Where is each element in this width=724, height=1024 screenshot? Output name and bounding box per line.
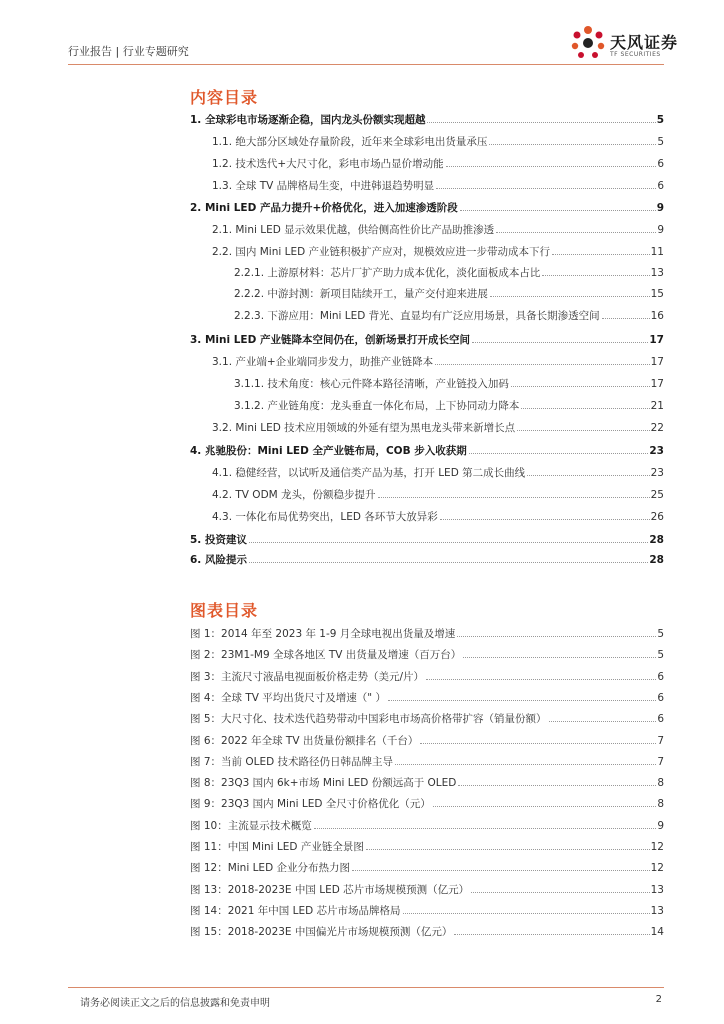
toc-entry-label: 4.1. 稳健经营，以试听及通信类产品为基，打开 LED 第二成长曲线 xyxy=(212,467,526,479)
figure-entry-page: 12 xyxy=(650,841,664,853)
figure-entry-page: 8 xyxy=(657,798,664,811)
toc-entry-page: 17 xyxy=(649,334,664,346)
figure-entry-page: 6 xyxy=(657,691,664,704)
dot-leader xyxy=(366,849,650,850)
dot-leader xyxy=(388,700,656,701)
dot-leader xyxy=(378,497,650,498)
figure-entry[interactable] xyxy=(190,752,664,769)
toc-entry-label: 3.1.2. 产业链角度：龙头垂直一体化布局，上下协同动力降本 xyxy=(234,400,520,412)
dot-leader xyxy=(458,785,656,786)
figure-entry-label: 图 5：大尺寸化、技术迭代趋势带动中国彩电市场高价格带扩容（销量份额） xyxy=(190,713,547,726)
dot-leader xyxy=(490,296,650,297)
figures-heading: 图表目录 xyxy=(190,601,259,620)
figure-entry[interactable] xyxy=(190,837,664,854)
toc-entry-page: 26 xyxy=(650,511,664,523)
dot-leader xyxy=(496,232,656,233)
figure-entry[interactable] xyxy=(190,709,664,726)
toc-entry-label: 2.2.3. 下游应用：Mini LED 背光、直显均有广泛应用场景，具备长期渗透空间 xyxy=(234,310,600,322)
toc-entry[interactable] xyxy=(212,352,664,369)
toc-entry-page: 28 xyxy=(649,554,664,566)
dot-leader xyxy=(471,892,649,893)
toc-entry-page: 15 xyxy=(650,288,664,300)
figure-entry[interactable] xyxy=(190,645,664,662)
toc-entry-label: 2.2.2. 中游封测：新项目陆续开工，量产交付迎来进展 xyxy=(234,288,488,300)
figure-entry-page: 13 xyxy=(650,904,664,917)
figure-entry-label: 图 8：23Q3 国内 6k+市场 Mini LED 份额远高于 OLED xyxy=(190,777,457,790)
toc-entry-label: 2.1. Mini LED 显示效果优越，供给侧高性价比产品助推渗透 xyxy=(212,224,495,236)
toc-entry[interactable] xyxy=(190,110,664,127)
toc-entry[interactable] xyxy=(234,306,664,323)
dot-leader xyxy=(460,210,656,211)
figure-entry-label: 图 9：23Q3 国内 Mini LED 全尺寸价格优化（元） xyxy=(190,798,431,811)
figure-entry-page: 6 xyxy=(657,713,664,726)
dot-leader xyxy=(249,542,648,543)
header-divider xyxy=(68,64,664,65)
figure-entry-page: 7 xyxy=(657,734,664,747)
toc-entry-label: 1.3. 全球 TV 品牌格局生变，中进韩退趋势明显 xyxy=(212,180,435,192)
logo-flower-icon xyxy=(568,24,608,62)
dot-leader xyxy=(463,657,656,658)
toc-entry-label: 4.2. TV ODM 龙头，份额稳步提升 xyxy=(212,489,376,501)
figure-entry-page: 8 xyxy=(657,777,664,790)
figure-entry-label: 图 14：2021 年中国 LED 芯片市场品牌格局 xyxy=(190,904,401,917)
toc-entry-label: 1.2. 技术迭代+大尺寸化，彩电市场凸显价增动能 xyxy=(212,158,444,170)
disclaimer: 请务必阅读正文之后的信息披露和免责申明 xyxy=(80,998,270,1009)
toc-entry-label: 1. 全球彩电市场逐渐企稳，国内龙头份额实现超越 xyxy=(190,114,426,126)
page-number: 2 xyxy=(655,994,662,1005)
figure-entry-page: 9 xyxy=(657,819,664,832)
toc-entry-page: 17 xyxy=(650,356,664,368)
toc-entry-page: 6 xyxy=(657,180,664,192)
toc-entry-label: 3.2. Mini LED 技术应用领域的外延有望为黑电龙头带来新增长点 xyxy=(212,422,516,434)
toc-entry-page: 5 xyxy=(657,136,664,148)
dot-leader xyxy=(435,364,649,365)
toc-entry[interactable] xyxy=(212,176,664,193)
dot-leader xyxy=(511,386,650,387)
toc-entry[interactable] xyxy=(212,242,664,259)
figure-entry-label: 图 4：全球 TV 平均出货尺寸及增速（" ） xyxy=(190,691,386,704)
toc-entry[interactable] xyxy=(212,132,664,149)
dot-leader xyxy=(420,743,656,744)
toc-entry[interactable] xyxy=(212,220,664,237)
toc-entry[interactable] xyxy=(234,263,664,280)
figure-entry[interactable] xyxy=(190,731,664,748)
figure-entry-page: 5 xyxy=(657,628,664,640)
toc-entry-label: 2.2. 国内 Mini LED 产业链积极扩产应对，规模效应进一步带动成本下行 xyxy=(212,246,551,258)
toc-heading: 内容目录 xyxy=(190,88,259,107)
toc-entry-label: 2. Mini LED 产品力提升+价格优化，进入加速渗透阶段 xyxy=(190,202,458,214)
toc-entry-page: 11 xyxy=(650,246,664,258)
toc-entry[interactable] xyxy=(190,330,664,347)
toc-entry-page: 5 xyxy=(656,114,664,126)
figure-entry[interactable] xyxy=(190,901,664,918)
dot-leader xyxy=(472,342,648,343)
toc-entry-label: 5. 投资建议 xyxy=(190,534,247,546)
dot-leader xyxy=(427,122,655,123)
dot-leader xyxy=(440,519,650,520)
figure-entry-page: 6 xyxy=(657,670,664,683)
figure-entry[interactable] xyxy=(190,794,664,811)
dot-leader xyxy=(521,408,649,409)
figure-entry-label: 图 7：当前 OLED 技术路径仍日韩品牌主导 xyxy=(190,755,394,768)
toc-entry-label: 4. 兆驰股份：Mini LED 全产业链布局，COB 步入收获期 xyxy=(190,445,467,457)
figure-entry-label: 图 15：2018-2023E 中国偏光片市场规模预测（亿元） xyxy=(190,926,453,939)
toc-entry-page: 9 xyxy=(656,202,664,214)
footer-divider xyxy=(68,987,664,988)
figure-entry[interactable] xyxy=(190,858,664,875)
figure-entry[interactable] xyxy=(190,880,664,897)
dot-leader xyxy=(552,254,650,255)
logo-name-en: TF SECURITIES xyxy=(610,51,661,58)
toc-entry-page: 6 xyxy=(657,158,664,170)
toc-entry-label: 1.1. 绝大部分区域处存量阶段，近年来全球彩电出货量承压 xyxy=(212,136,488,148)
toc-entry-page: 17 xyxy=(650,378,664,390)
toc-entry-page: 23 xyxy=(650,467,664,479)
toc-entry-page: 28 xyxy=(649,534,664,546)
toc-entry[interactable] xyxy=(190,198,664,215)
figure-entry-page: 5 xyxy=(657,649,664,662)
figure-entry-label: 图 6：2022 年全球 TV 出货量份额排名（千台） xyxy=(190,734,419,747)
figure-entry-page: 12 xyxy=(650,862,664,875)
figure-entry-label: 图 11：中国 Mini LED 产业链全景图 xyxy=(190,841,364,853)
dot-leader xyxy=(542,275,649,276)
dot-leader xyxy=(489,144,656,145)
dot-leader xyxy=(352,870,650,871)
toc-entry-label: 6. 风险提示 xyxy=(190,554,247,566)
figure-entry-label: 图 10：主流显示技术概览 xyxy=(190,819,312,832)
figure-entry[interactable] xyxy=(190,688,664,705)
toc-entry[interactable] xyxy=(212,507,664,524)
figure-entry[interactable] xyxy=(190,773,664,790)
figure-entry-label: 图 3：主流尺寸液晶电视面板价格走势（美元/片） xyxy=(190,670,425,683)
toc-entry-label: 3.1.1. 技术角度：核心元件降本路径清晰，产业链投入加码 xyxy=(234,378,509,390)
dot-leader xyxy=(517,430,649,431)
report-category: 行业报告 | 行业专题研究 xyxy=(68,45,189,58)
toc-entry-page: 25 xyxy=(650,489,664,501)
toc-entry[interactable] xyxy=(190,530,664,547)
dot-leader xyxy=(446,166,657,167)
toc-entry[interactable] xyxy=(212,154,664,171)
dot-leader xyxy=(469,453,649,454)
dot-leader xyxy=(457,636,656,637)
dot-leader xyxy=(454,934,649,935)
toc-entry-page: 16 xyxy=(650,310,664,322)
dot-leader xyxy=(314,828,657,829)
figure-entry-page: 13 xyxy=(650,883,664,896)
dot-leader xyxy=(426,679,656,680)
figure-entry[interactable] xyxy=(190,667,664,684)
toc-entry[interactable] xyxy=(234,396,664,413)
dot-leader xyxy=(527,475,650,476)
figure-entry[interactable] xyxy=(190,816,664,833)
dot-leader xyxy=(436,188,656,189)
dot-leader xyxy=(249,562,648,563)
toc-entry[interactable] xyxy=(190,550,664,567)
toc-entry-label: 3. Mini LED 产业链降本空间仍在，创新场景打开成长空间 xyxy=(190,334,470,346)
figure-entry-page: 14 xyxy=(650,926,664,939)
toc-entry-page: 23 xyxy=(649,445,664,457)
toc-entry[interactable] xyxy=(212,418,664,435)
toc-entry-page: 22 xyxy=(650,422,664,434)
figure-entry-label: 图 12：Mini LED 企业分布热力图 xyxy=(190,862,350,875)
dot-leader xyxy=(433,806,657,807)
dot-leader xyxy=(602,318,650,319)
toc-entry-label: 4.3. 一体化布局优势突出，LED 各环节大放异彩 xyxy=(212,511,438,523)
toc-entry-page: 13 xyxy=(650,267,664,279)
toc-entry[interactable] xyxy=(234,284,664,301)
toc-entry-page: 9 xyxy=(657,224,664,236)
figure-entry-label: 图 13：2018-2023E 中国 LED 芯片市场规模预测（亿元） xyxy=(190,883,470,896)
toc-entry-label: 2.2.1. 上游原材料：芯片厂扩产助力成本优化，淡化面板成本占比 xyxy=(234,267,541,279)
company-logo xyxy=(568,24,678,62)
dot-leader xyxy=(395,764,656,765)
figure-entry[interactable] xyxy=(190,922,664,939)
toc-entry[interactable] xyxy=(234,374,664,391)
toc-entry-label: 3.1. 产业端+企业端同步发力，助推产业链降本 xyxy=(212,356,434,368)
figure-entry-page: 7 xyxy=(657,755,664,768)
figure-entry[interactable] xyxy=(190,624,664,641)
dot-leader xyxy=(403,913,650,914)
figure-entry-label: 图 1：2014 年至 2023 年 1-9 月全球电视出货量及增速 xyxy=(190,628,456,640)
dot-leader xyxy=(549,721,657,722)
figure-entry-label: 图 2：23M1-M9 全球各地区 TV 出货量及增速（百万台） xyxy=(190,649,462,662)
toc-entry[interactable] xyxy=(212,463,664,480)
toc-entry-page: 21 xyxy=(650,400,664,412)
toc-entry[interactable] xyxy=(212,485,664,502)
toc-entry[interactable] xyxy=(190,441,664,458)
logo-name-cn: 天风证券 xyxy=(610,33,679,52)
